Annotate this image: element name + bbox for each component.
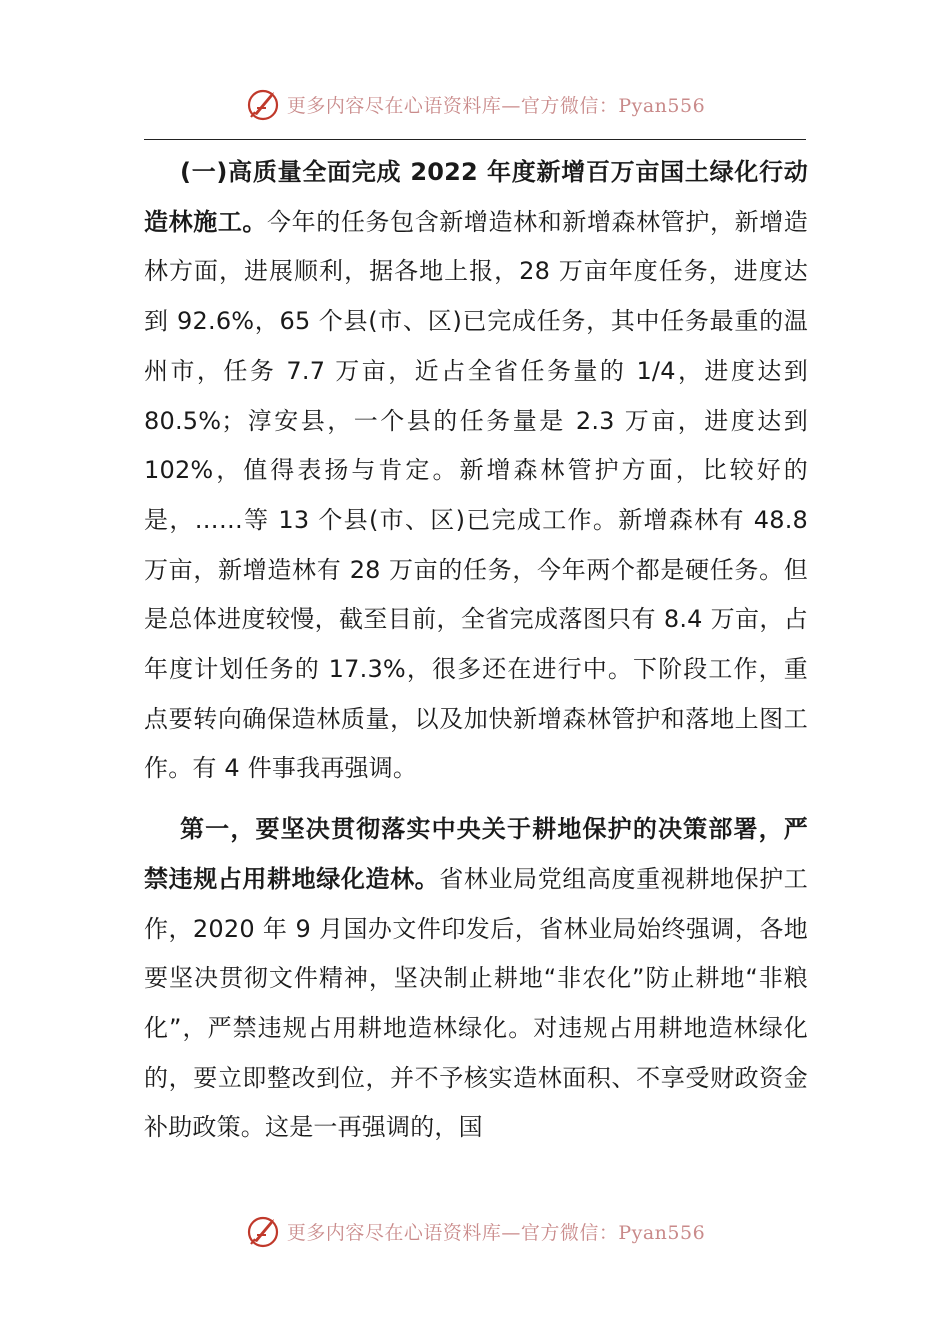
paragraph-2-body: 省林业局党组高度重视耕地保护工作，2020 年 9 月国办文件印发后，省林业局始终强调，各地要坚决贯彻文件精神，坚决制止耕地“非农化”防止耕地“非粮化”，严禁违规占用耕地造林绿化。对违规占用耕地造林绿化的，要立即整改到位，并不予核实造林面积、不享受财政资金补助政策。这是一再强调的，国 [144, 864, 809, 1142]
paragraph-2 [144, 805, 808, 1153]
footer-watermark [0, 1211, 950, 1251]
quill-logo-icon [245, 86, 281, 122]
header-divider [144, 139, 806, 140]
document-body [144, 148, 808, 1153]
paragraph-2-heading: 第一，要坚决贯彻落实中央关于耕地保护的决策部署，严禁违规占用耕地绿化造林。 [144, 815, 808, 893]
paragraph-1-heading: (一)高质量全面完成 2022 年度新增百万亩国土绿化行动造林施工。 [144, 158, 808, 236]
header-watermark-text: 更多内容尽在心语资料库—官方微信：Pyan556 [286, 94, 706, 117]
header-watermark [0, 84, 950, 124]
footer-watermark-text: 更多内容尽在心语资料库—官方微信：Pyan556 [286, 1221, 706, 1244]
paragraph-1 [144, 148, 808, 794]
quill-logo-icon [245, 1213, 281, 1249]
paragraph-1-body: 今年的任务包含新增造林和新增森林管护，新增造林方面，进展顺利，据各地上报，28 万亩年度任务，进度达到 92.6%，65 个县(市、区)已完成任务，其中任务最重的温州市，任务 7.7 万亩，近占全省任务量的 1/4，进度达到 80.5%；淳安县，一个县的任务量是 2.3 万亩，进度达到 102%，值得表扬与肯定。新增森林管护方面，比较好的是，……等 13 个县(市、区)已完成工作。新增森林有 48.8 万亩，新增造林有 28 万亩的任务，今年两个都是硬任务。但是总体进度较慢，截至目前，全省完成落图只有 8.4 万亩，占年度计划任务的 17.3%，很多还在进行中。下阶段工作，重点要转向确保造林质量，以及加快新增森林管护和落地上图工作。有 4 件事我再强调。 [144, 207, 809, 783]
